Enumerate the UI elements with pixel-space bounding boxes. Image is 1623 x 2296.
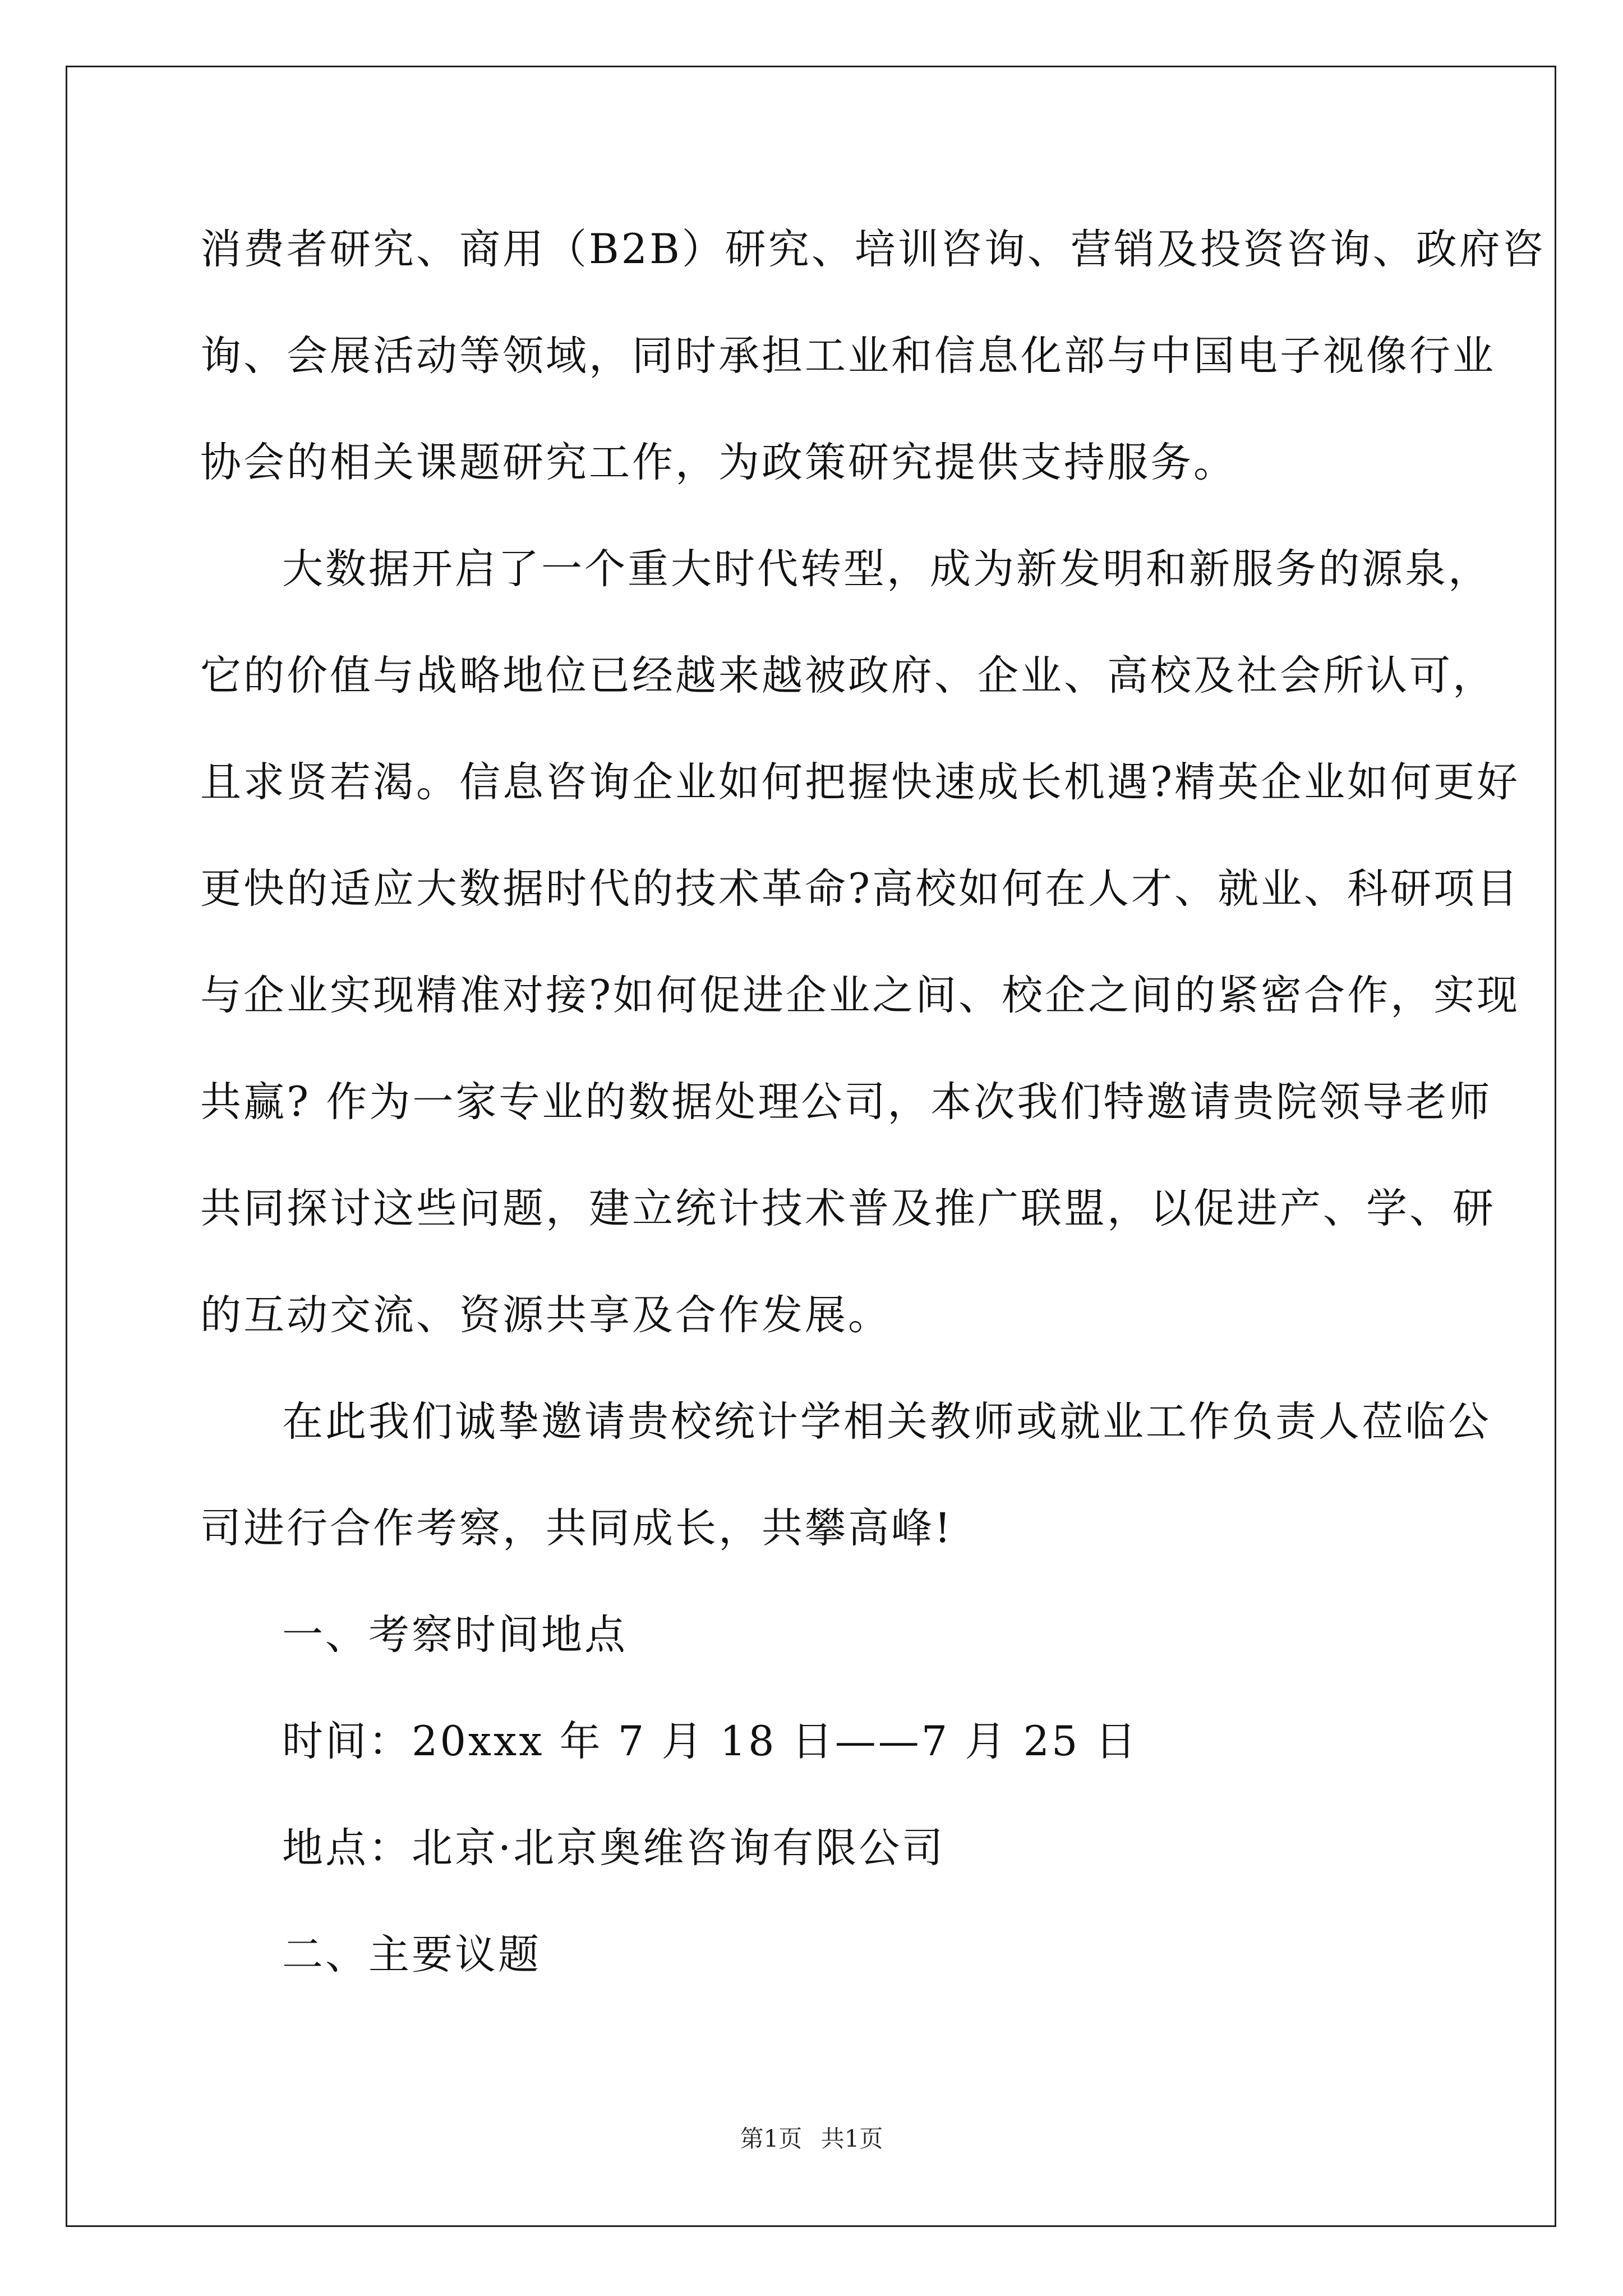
paragraph-line: 共赢? 作为一家专业的数据处理公司，本次我们特邀请贵院领导老师	[200, 1078, 1492, 1126]
page-footer	[0, 2120, 1623, 2154]
paragraph-line: 更快的适应大数据时代的技术革命?高校如何在人才、就业、科研项目	[200, 865, 1520, 913]
paragraph-line: 它的价值与战略地位已经越来越被政府、企业、高校及社会所认可，	[200, 652, 1496, 700]
section-heading: 一、考察时间地点	[282, 1611, 628, 1659]
paragraph-line: 在此我们诚挚邀请贵校统计学相关教师或就业工作负责人莅临公	[282, 1398, 1491, 1446]
paragraph-line: 大数据开启了一个重大时代转型，成为新发明和新服务的源泉，	[282, 545, 1491, 593]
paragraph-line: 共同探讨这些问题，建立统计技术普及推广联盟，以促进产、学、研	[200, 1185, 1496, 1232]
page-number: 第1页	[740, 2125, 803, 2152]
paragraph-line: 且求贤若渴。信息咨询企业如何把握快速成长机遇?精英企业如何更好	[200, 758, 1520, 806]
paragraph-line: 询、会展活动等领域，同时承担工业和信息化部与中国电子视像行业	[200, 332, 1496, 380]
paragraph-line: 司进行合作考察，共同成长，共攀高峰!	[200, 1504, 953, 1552]
section-heading: 二、主要议题	[282, 1931, 541, 1978]
location-line: 地点：北京·北京奥维咨询有限公司	[282, 1824, 946, 1872]
paragraph-line: 与企业实现精准对接?如何促进企业之间、校企之间的紧密合作，实现	[200, 972, 1520, 1019]
paragraph-line: 的互动交流、资源共享及合作发展。	[200, 1291, 891, 1339]
time-line: 时间：20xxx 年 7 月 18 日——7 月 25 日	[282, 1718, 1138, 1765]
page-total: 共1页	[820, 2125, 883, 2152]
paragraph-line: 协会的相关课题研究工作，为政策研究提供支持服务。	[200, 439, 1237, 486]
paragraph-line: 消费者研究、商用（B2B）研究、培训咨询、营销及投资咨询、政府咨	[200, 226, 1546, 273]
